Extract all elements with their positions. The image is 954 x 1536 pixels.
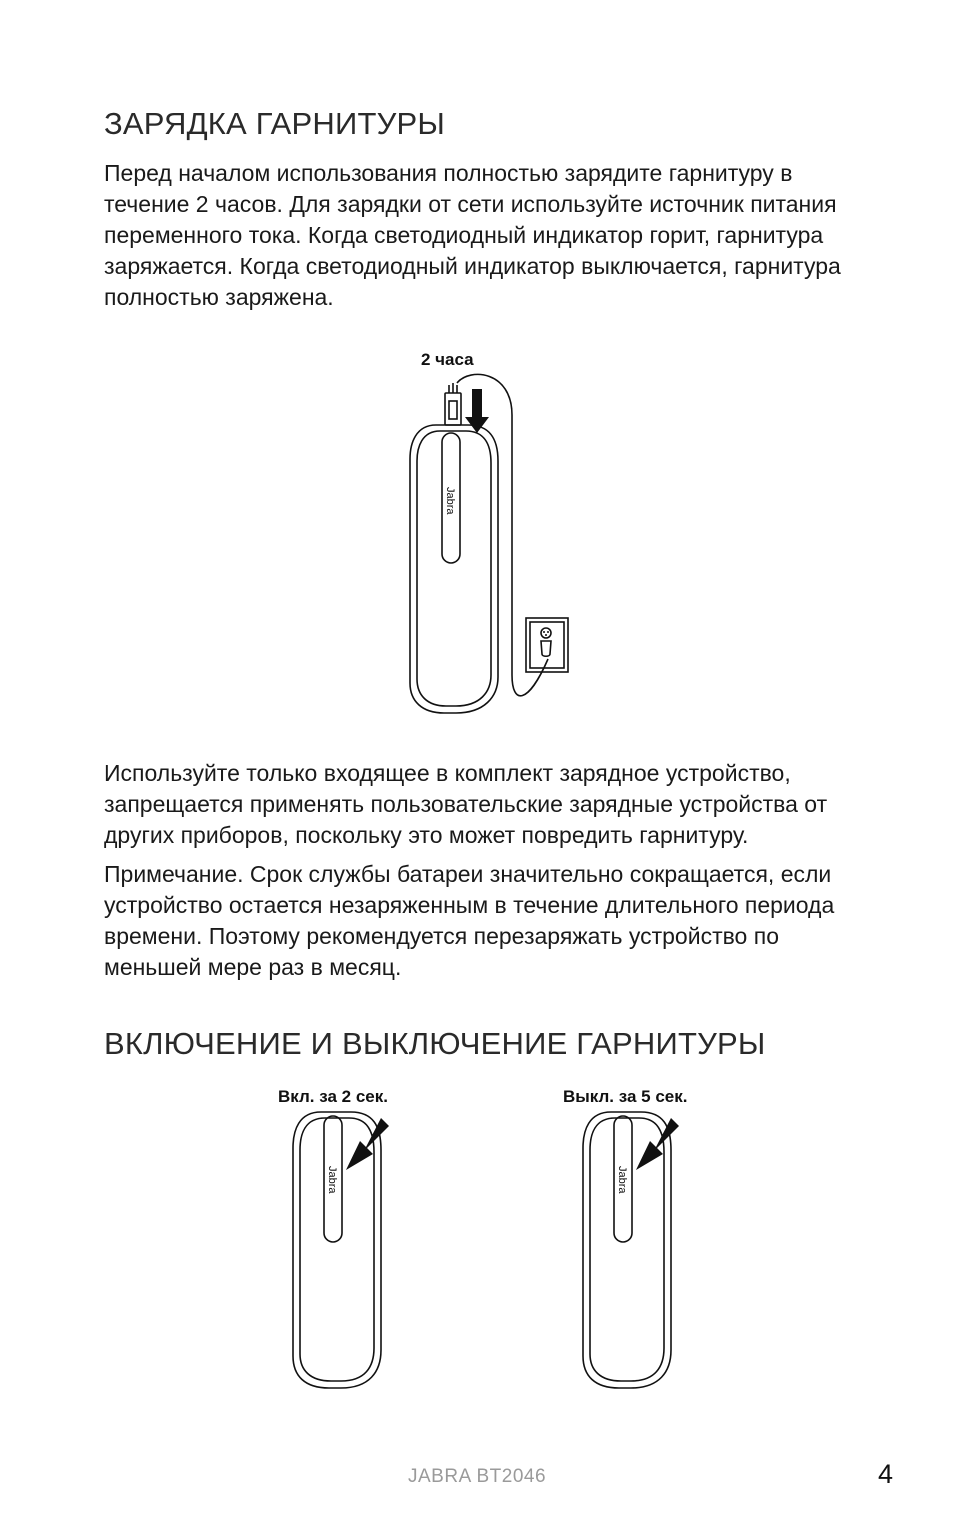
charger-plug <box>445 393 461 425</box>
power-off-label: Выкл. за 5 сек. <box>563 1087 688 1106</box>
charging-section-title: ЗАРЯДКА ГАРНИТУРЫ <box>104 106 446 141</box>
power-off-illustration <box>575 1108 685 1393</box>
power-section-title: ВКЛЮЧЕНИЕ И ВЫКЛЮЧЕНИЕ ГАРНИТУРЫ <box>104 1026 766 1061</box>
headset-body-outline <box>410 425 498 713</box>
charger-warning: Используйте только входящее в комплект зарядное устройство, запрещается применять пользовательские зарядные устройства от других приборов, поскольку это может повредить гарнитуру. <box>104 760 828 848</box>
power-on-label: Вкл. за 2 сек. <box>278 1087 388 1106</box>
battery-note: Примечание. Срок службы батареи значительно сокращается, если устройство остается незаряженным в течение длительного периода времени. Поэтому рекомендуется перезаряжать устройство по меньшей мере раз в месяц. <box>104 861 835 980</box>
device-brand-text: Jabra <box>326 1166 338 1194</box>
charging-instructions: Перед началом использования полностью зарядите гарнитуру в течение 2 часов. Для зарядки от сети используйте источник питания переменного тока. Когда светодиодный индикатор горит, гарнитура заряжается. Когда светодиодный индикатор выключается, гарнитура полностью заряжена. <box>104 160 841 310</box>
wall-socket <box>526 618 568 672</box>
headset-body-inner <box>417 431 491 706</box>
page-number: 4 <box>878 1459 894 1489</box>
power-on-illustration <box>285 1108 395 1393</box>
device-brand-text: Jabra <box>616 1166 628 1194</box>
footer-model-name: JABRA BT2046 <box>408 1466 547 1487</box>
device-brand-text: Jabra <box>444 487 456 515</box>
charge-time-label: 2 часа <box>421 350 474 369</box>
charging-illustration <box>400 375 575 720</box>
insert-arrow-icon <box>465 389 489 433</box>
